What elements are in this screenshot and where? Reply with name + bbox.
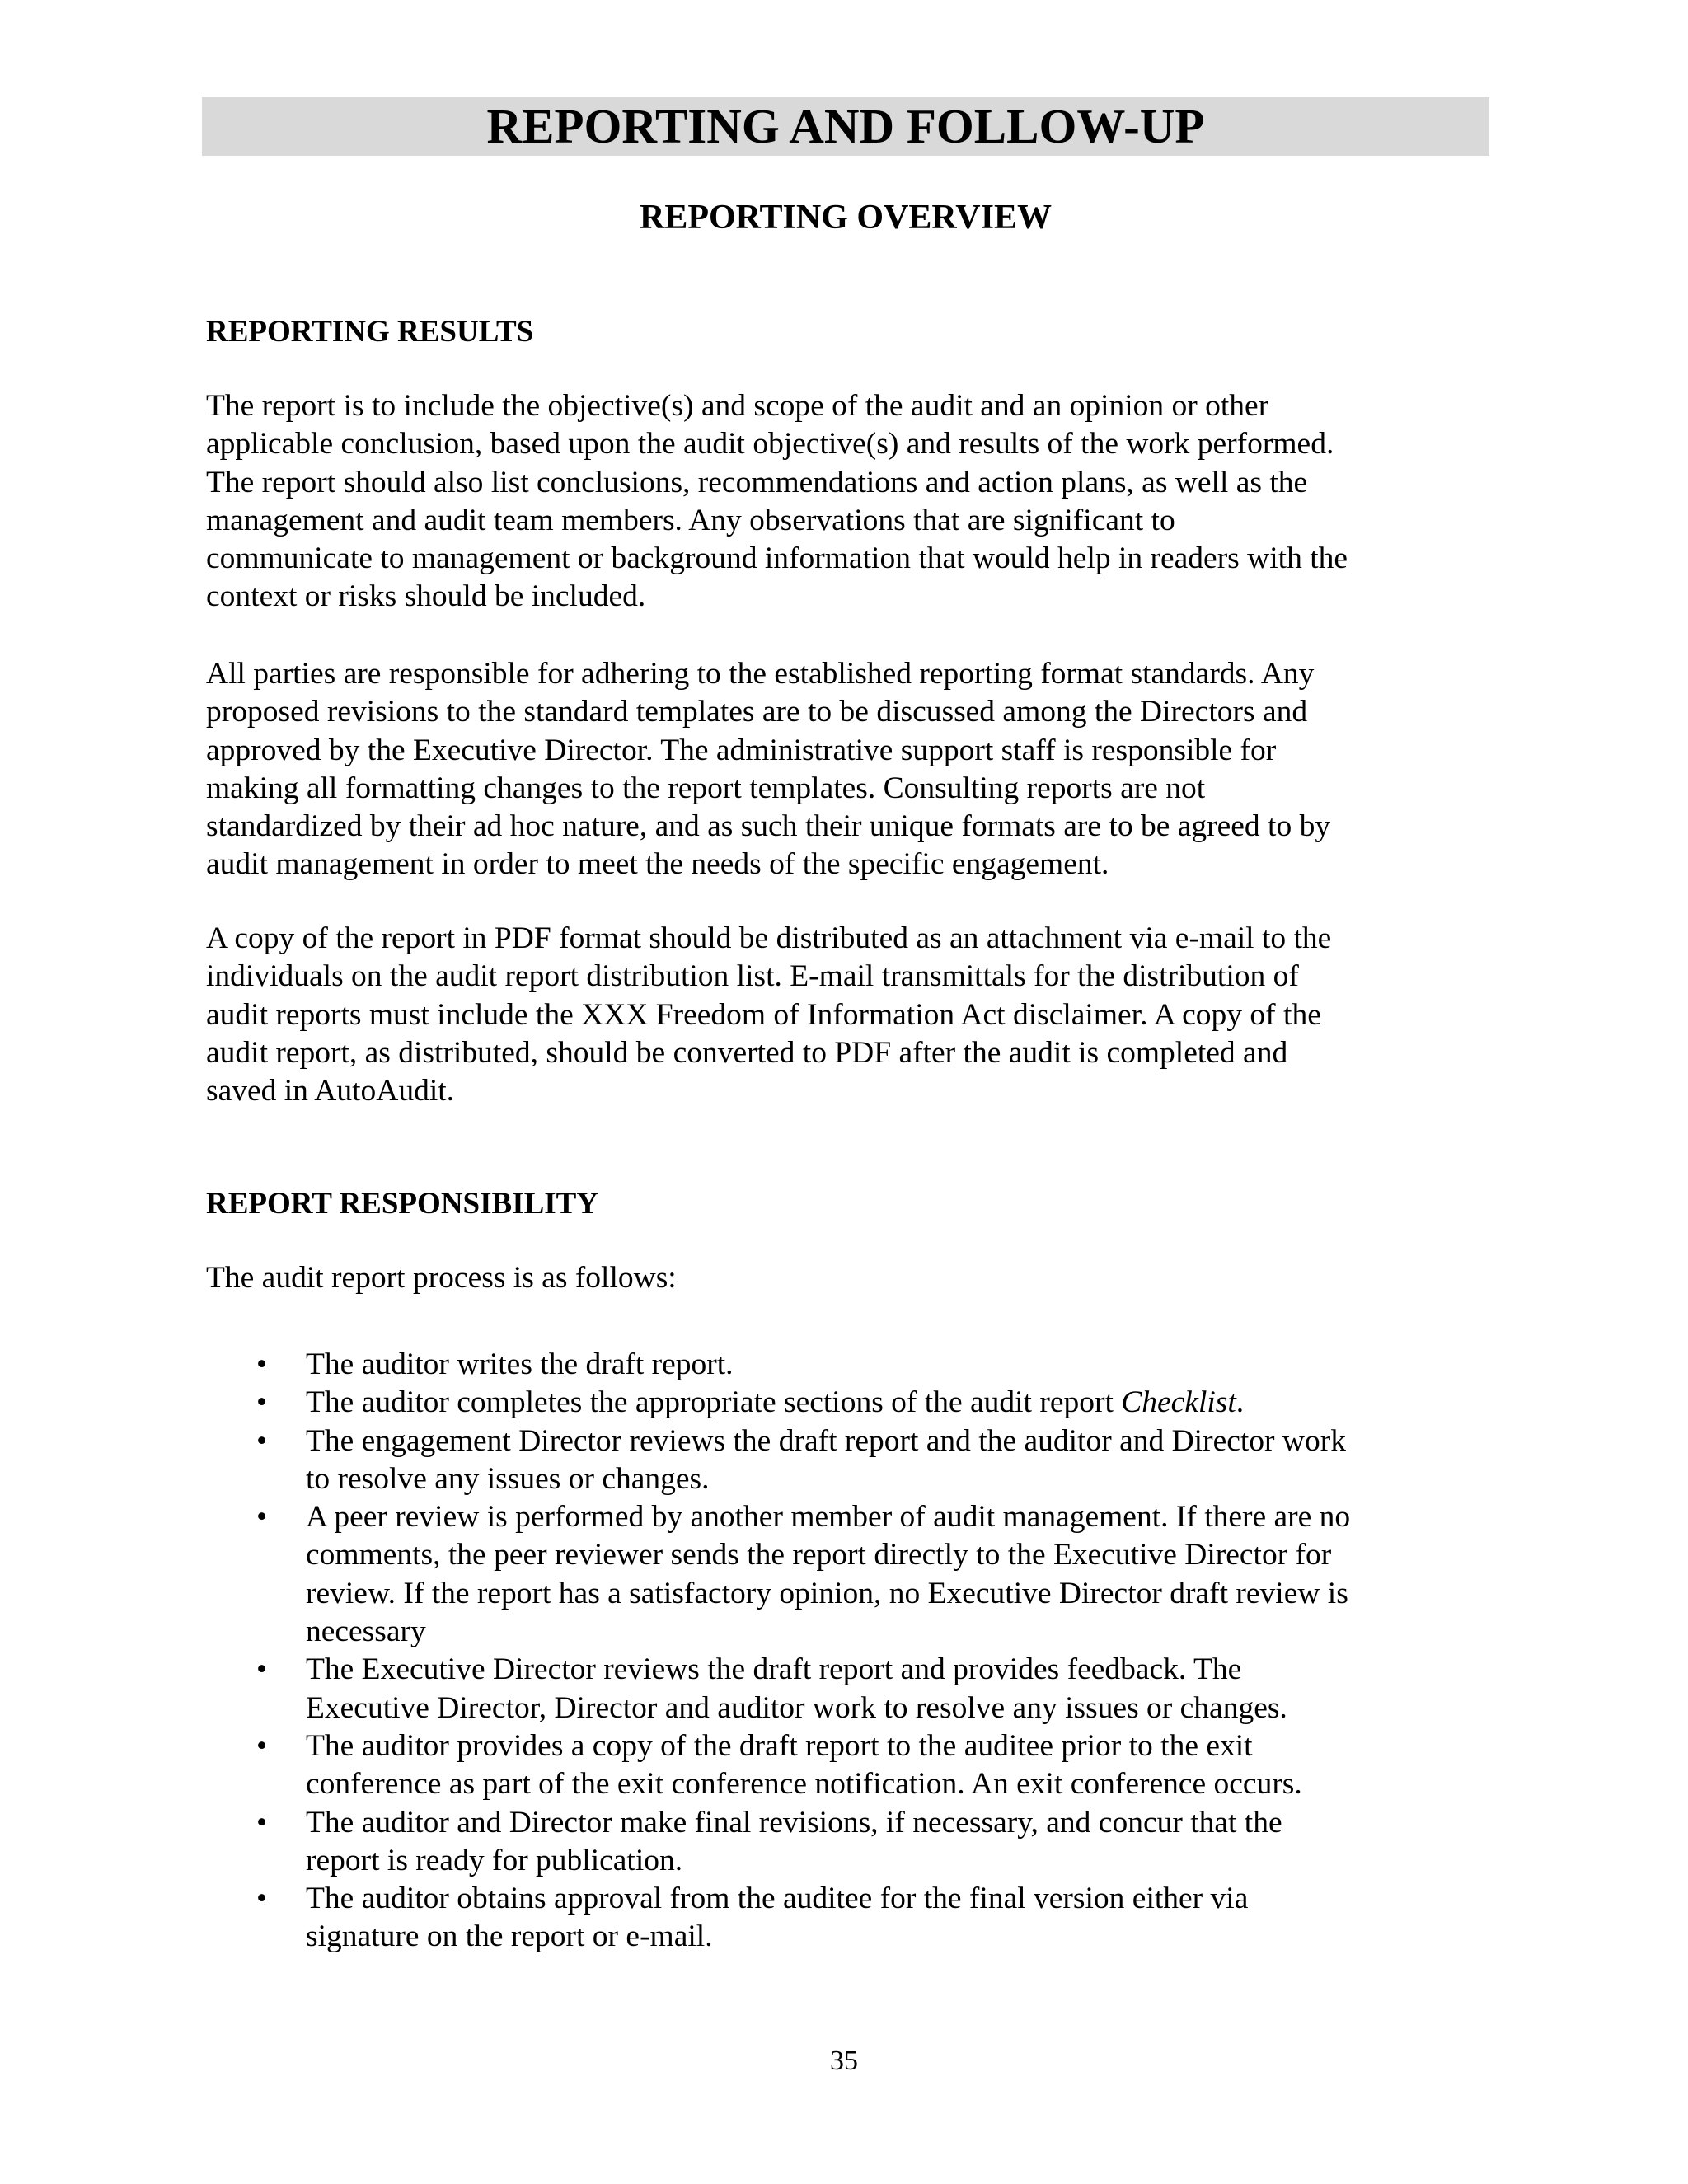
text-line: communicate to management or background information that would help in readers with the	[206, 541, 1348, 576]
bullet-icon: •	[256, 1882, 268, 1916]
process-steps-list	[206, 1346, 1492, 1957]
text-line: signature on the report or e-mail.	[306, 1919, 713, 1954]
title-banner	[202, 97, 1489, 156]
text-line: audit report, as distributed, should be converted to PDF after the audit is completed and	[206, 1035, 1288, 1070]
paragraph-report-contents	[206, 387, 1442, 616]
text-line: audit management in order to meet the needs of the specific engagement.	[206, 847, 1109, 882]
text-line: Executive Director, Director and auditor work to resolve any issues or changes.	[306, 1690, 1287, 1725]
list-item	[206, 1651, 1492, 1727]
paragraph-format-standards	[206, 655, 1442, 884]
text-line: to resolve any issues or changes.	[306, 1461, 710, 1496]
list-item	[206, 1727, 1492, 1804]
list-item	[206, 1346, 1492, 1384]
text-line: The report should also list conclusions, recommendations and action plans, as well as the	[206, 465, 1308, 499]
list-item	[206, 1880, 1492, 1957]
list-item	[206, 1384, 1492, 1422]
bullet-icon: •	[256, 1728, 268, 1763]
list-item	[206, 1422, 1492, 1499]
text-line: necessary	[306, 1615, 426, 1649]
bullet-icon: •	[256, 1652, 268, 1687]
text-line: saved in AutoAudit.	[206, 1074, 455, 1108]
text-line: The engagement Director reviews the draft report and the auditor and Director work	[306, 1423, 1346, 1458]
text-line: conference as part of the exit conference notification. An exit conference occurs.	[306, 1767, 1302, 1802]
text-line: standardized by their ad hoc nature, and as such their unique formats are to be agreed to by	[206, 809, 1331, 844]
bullet-icon: •	[256, 1805, 268, 1840]
page-title: REPORTING AND FOLLOW-UP	[486, 99, 1205, 153]
bullet-icon: •	[256, 1500, 268, 1535]
list-item	[206, 1804, 1492, 1881]
text-line: report is ready for publication.	[306, 1843, 683, 1877]
list-item	[206, 1498, 1492, 1651]
text-line: proposed revisions to the standard templates are to be discussed among the Directors and	[206, 695, 1308, 729]
text-line	[306, 1384, 1492, 1422]
text-line: The report is to include the objective(s) and scope of the audit and an opinion or other	[206, 389, 1269, 423]
process-intro: The audit report process is as follows:	[206, 1261, 677, 1295]
bullet-icon: •	[256, 1347, 268, 1381]
text-line: comments, the peer reviewer sends the report directly to the Executive Director for	[306, 1538, 1332, 1572]
page-number: 35	[830, 2046, 858, 2076]
heading-report-responsibility: REPORT RESPONSIBILITY	[206, 1187, 599, 1221]
checklist-term: Checklist	[1121, 1385, 1236, 1420]
text-line: making all formatting changes to the report templates. Consulting reports are not	[206, 771, 1206, 805]
text-line: individuals on the audit report distribution list. E-mail transmittals for the distribution of	[206, 959, 1299, 994]
text-line: audit reports must include the XXX Freedom of Information Act disclaimer. A copy of the	[206, 997, 1321, 1032]
text-segment: .	[1236, 1385, 1245, 1420]
bullet-icon: •	[256, 1385, 268, 1420]
text-line: The auditor provides a copy of the draft report to the auditee prior to the exit	[306, 1728, 1253, 1763]
bullet-icon: •	[256, 1423, 268, 1458]
paragraph-distribution	[206, 920, 1442, 1110]
text-line: The auditor writes the draft report.	[306, 1347, 734, 1381]
text-line: All parties are responsible for adhering to the established reporting format standards. Any	[206, 657, 1315, 691]
text-line: management and audit team members. Any observations that are significant to	[206, 503, 1175, 537]
heading-reporting-results: REPORTING RESULTS	[206, 315, 534, 349]
text-line: context or risks should be included.	[206, 579, 646, 614]
section-subtitle: REPORTING OVERVIEW	[640, 199, 1052, 237]
text-line: A peer review is performed by another member of audit management. If there are no	[306, 1500, 1351, 1535]
text-line: approved by the Executive Director. The administrative support staff is responsible for	[206, 733, 1277, 767]
text-line: A copy of the report in PDF format should be distributed as an attachment via e-mail to the	[206, 921, 1332, 955]
text-segment: The auditor completes the appropriate sections of the audit report	[306, 1385, 1122, 1420]
text-line: The auditor obtains approval from the auditee for the final version either via	[306, 1882, 1249, 1916]
text-line: The auditor and Director make final revisions, if necessary, and concur that the	[306, 1805, 1282, 1840]
text-line: review. If the report has a satisfactory opinion, no Executive Director draft review is	[306, 1576, 1348, 1610]
text-line: The Executive Director reviews the draft report and provides feedback. The	[306, 1652, 1242, 1687]
text-line: applicable conclusion, based upon the audit objective(s) and results of the work performed.	[206, 427, 1334, 462]
